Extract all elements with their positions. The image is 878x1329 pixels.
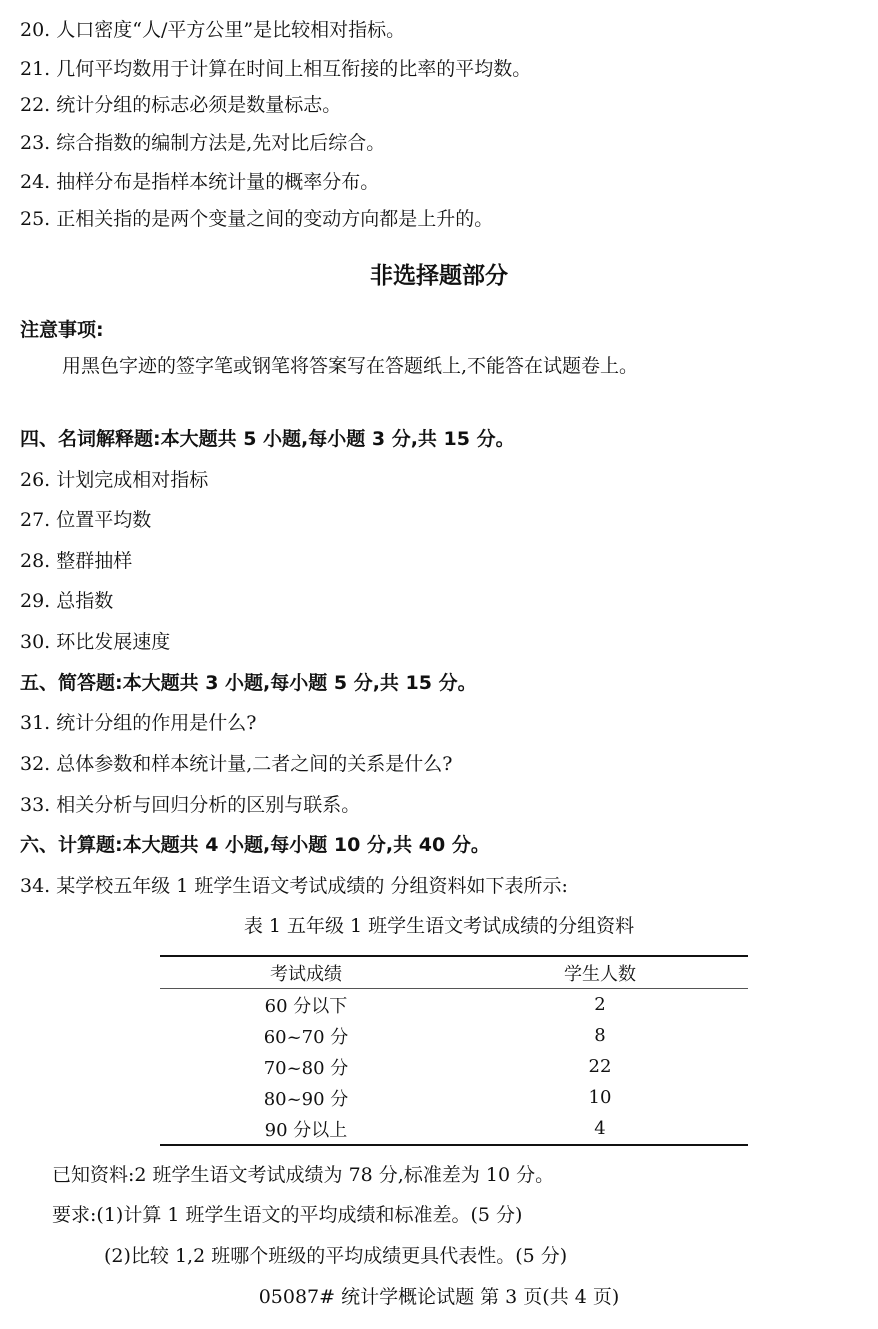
notice-label: 注意事项: — [20, 319, 104, 341]
table-row — [160, 1113, 748, 1145]
question-25: 25. 正相关指的是两个变量之间的变动方向都是上升的。 — [20, 208, 494, 230]
question-29: 29. 总指数 — [20, 590, 114, 612]
cell-count: 10 — [588, 1087, 612, 1108]
page-footer: 05087# 统计学概论试题 第 3 页(共 4 页) — [258, 1286, 620, 1308]
question-22: 22. 统计分组的标志必须是数量标志。 — [20, 94, 342, 116]
section-title: 非选择题部分 — [370, 263, 508, 289]
table-row — [160, 1051, 748, 1082]
cell-score: 70~80 分 — [263, 1057, 349, 1079]
question-34: 34. 某学校五年级 1 班学生语文考试成绩的 分组资料如下表所示: — [20, 875, 568, 897]
question-26: 26. 计划完成相对指标 — [20, 469, 209, 491]
table-row — [160, 1082, 748, 1113]
cell-score: 60 分以下 — [264, 995, 348, 1017]
part6-heading: 六、计算题:本大题共 4 小题,每小题 10 分,共 40 分。 — [20, 834, 490, 856]
question-27: 27. 位置平均数 — [20, 509, 152, 531]
cell-score: 60~70 分 — [263, 1026, 349, 1048]
question-28: 28. 整群抽样 — [20, 550, 133, 572]
question-31: 31. 统计分组的作用是什么? — [20, 712, 257, 734]
question-24: 24. 抽样分布是指样本统计量的概率分布。 — [20, 171, 380, 193]
question-33: 33. 相关分析与回归分析的区别与联系。 — [20, 794, 361, 816]
table-caption: 表 1 五年级 1 班学生语文考试成绩的分组资料 — [243, 915, 635, 937]
question-23: 23. 综合指数的编制方法是,先对比后综合。 — [20, 132, 386, 154]
question-20: 20. 人口密度“人/平方公里”是比较相对指标。 — [20, 19, 406, 41]
table-row — [160, 989, 748, 1021]
requirement-1: 要求:(1)计算 1 班学生语文的平均成绩和标准差。(5 分) — [52, 1204, 523, 1226]
header-count: 学生人数 — [452, 956, 748, 989]
question-32: 32. 总体参数和样本统计量,二者之间的关系是什么? — [20, 753, 453, 775]
cell-count: 22 — [588, 1056, 612, 1077]
header-score: 考试成绩 — [160, 956, 452, 989]
cell-count: 8 — [594, 1025, 606, 1046]
cell-count: 2 — [594, 994, 606, 1015]
known-data: 已知资料:2 班学生语文考试成绩为 78 分,标准差为 10 分。 — [52, 1164, 555, 1186]
question-30: 30. 环比发展速度 — [20, 631, 171, 653]
notice-text: 用黑色字迹的签字笔或钢笔将答案写在答题纸上,不能答在试题卷上。 — [62, 355, 639, 377]
cell-score: 90 分以上 — [160, 1113, 452, 1145]
table-header-row — [160, 956, 748, 989]
cell-score: 80~90 分 — [263, 1088, 349, 1110]
question-21: 21. 几何平均数用于计算在时间上相互衔接的比率的平均数。 — [20, 58, 532, 80]
requirement-2: (2)比较 1,2 班哪个班级的平均成绩更具代表性。(5 分) — [104, 1245, 568, 1267]
part4-heading: 四、名词解释题:本大题共 5 小题,每小题 3 分,共 15 分。 — [20, 428, 515, 450]
cell-count: 4 — [452, 1113, 748, 1145]
part5-heading: 五、简答题:本大题共 3 小题,每小题 5 分,共 15 分。 — [20, 672, 477, 694]
table-row — [160, 1020, 748, 1051]
score-table — [160, 955, 748, 1146]
